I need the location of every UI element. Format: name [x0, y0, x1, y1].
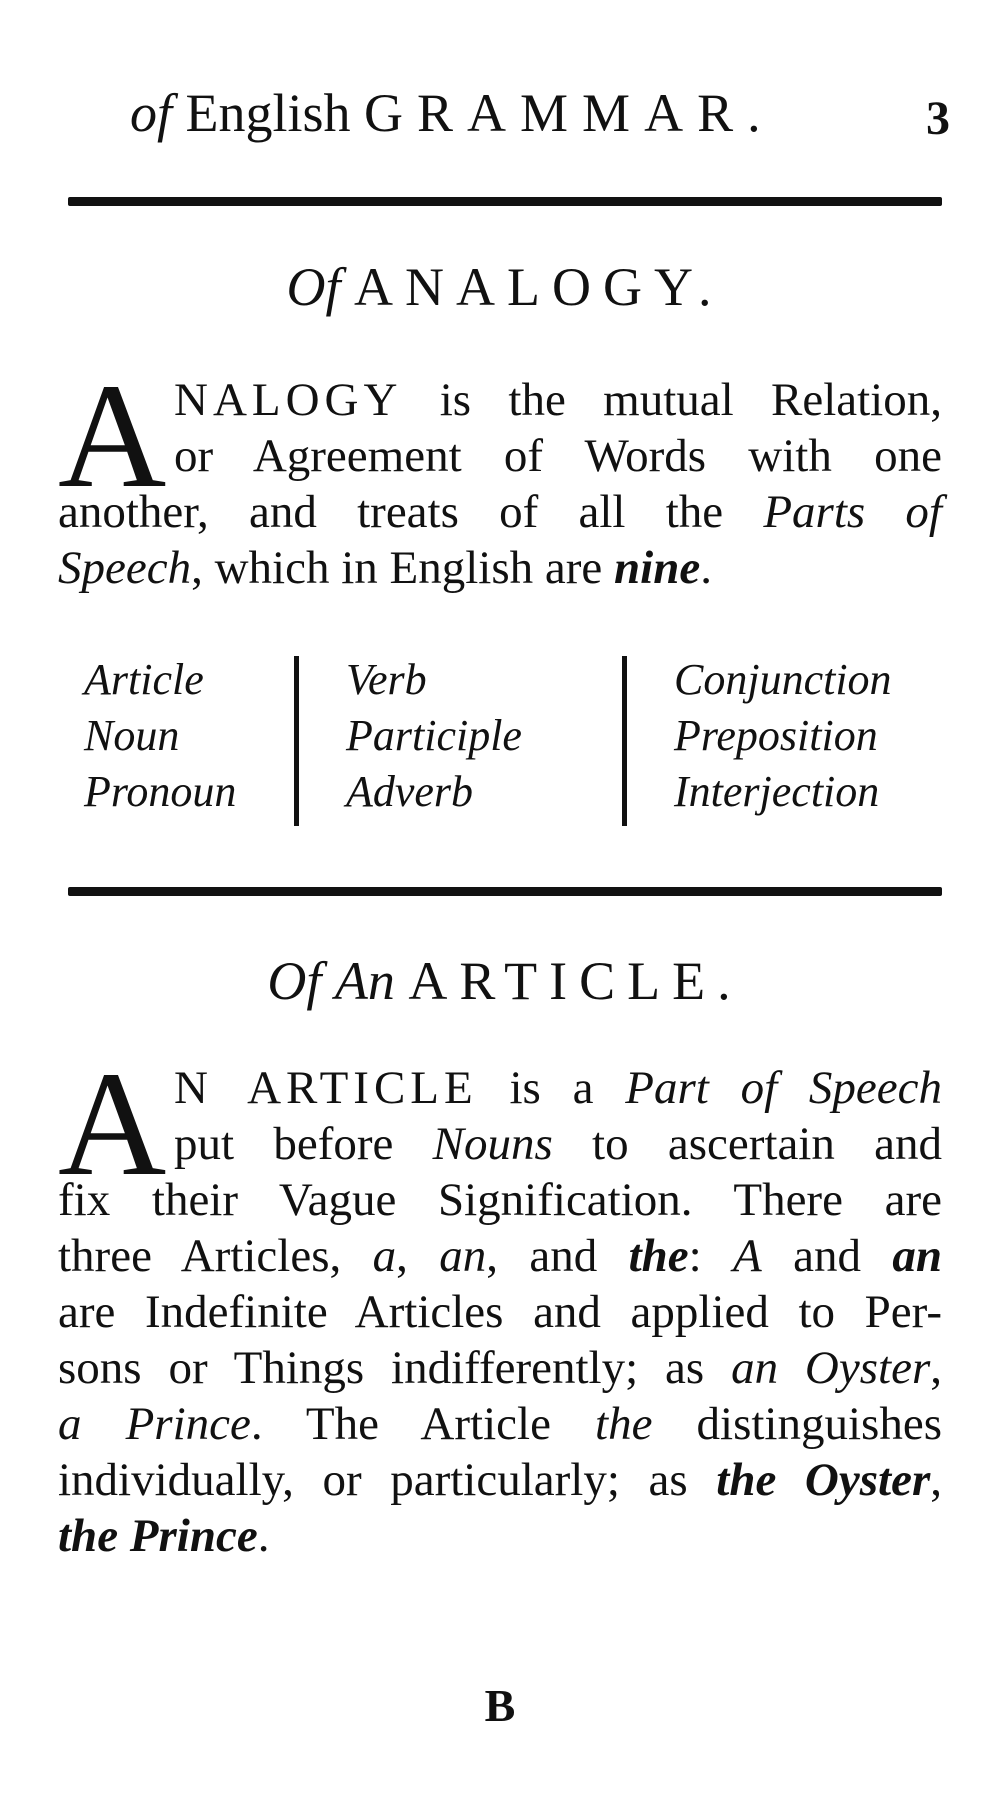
parts-of-speech-table: [84, 652, 944, 832]
text-line: a Prince. The Article the distinguishes: [58, 1398, 942, 1450]
text-line: or Agreement of Words with one: [174, 430, 942, 482]
top-rule: [68, 197, 942, 206]
text-line: fix their Vague Signification. There are: [58, 1174, 942, 1226]
signature-mark: B: [484, 1680, 516, 1731]
pos-item: Preposition: [674, 711, 878, 760]
pos-item: Noun: [84, 711, 180, 760]
text-line: N ARTICLE is a Part of Speech: [174, 1062, 942, 1114]
running-head-english: English: [185, 83, 351, 143]
text-line: put before Nouns to ascertain and: [174, 1118, 942, 1170]
section-heading-analogy: [68, 252, 942, 322]
text-line: Speech, which in English are nine.: [58, 542, 712, 594]
analogy-paragraph: [58, 353, 942, 596]
pos-column-3: [674, 652, 892, 820]
running-head-of: of: [130, 83, 173, 143]
text-line: are Indefinite Articles and applied to Per-: [58, 1286, 942, 1338]
text-line: NALOGY is the mutual Relation,: [174, 374, 942, 426]
pos-item: Verb: [346, 655, 427, 704]
text-line: sons or Things indifferently; as an Oyster,: [58, 1342, 942, 1394]
pos-item: Participle: [346, 711, 522, 760]
column-divider: [622, 656, 627, 826]
pos-item: Pronoun: [84, 767, 237, 816]
running-head-grammar: GRAMMAR.: [364, 83, 775, 143]
pos-item: Adverb: [346, 767, 474, 816]
article-paragraph: [58, 1041, 942, 1564]
pos-item: Article: [84, 655, 204, 704]
pos-item: Conjunction: [674, 655, 892, 704]
running-head: [130, 78, 950, 148]
pos-column-2: [346, 652, 522, 820]
drop-cap: A: [58, 1041, 167, 1207]
middle-rule: [68, 887, 942, 896]
pos-item: Interjection: [674, 767, 880, 816]
text-line: individually, or particularly; as the Oyster,: [58, 1454, 942, 1506]
drop-cap: A: [58, 353, 167, 519]
page-number: 3: [926, 92, 950, 145]
heading-an: An: [334, 951, 395, 1011]
heading-of: Of: [286, 257, 341, 317]
heading-title: ARTICLE.: [408, 951, 743, 1011]
text-line: three Articles, a, an, and the: A and an: [58, 1230, 942, 1282]
heading-of: Of: [267, 951, 322, 1011]
heading-title: ANALOGY.: [353, 257, 724, 317]
column-divider: [294, 656, 299, 826]
text-line: the Prince.: [58, 1510, 270, 1562]
section-heading-article: [68, 946, 942, 1016]
pos-column-1: [84, 652, 236, 820]
text-line: another, and treats of all the Parts of: [58, 486, 942, 538]
